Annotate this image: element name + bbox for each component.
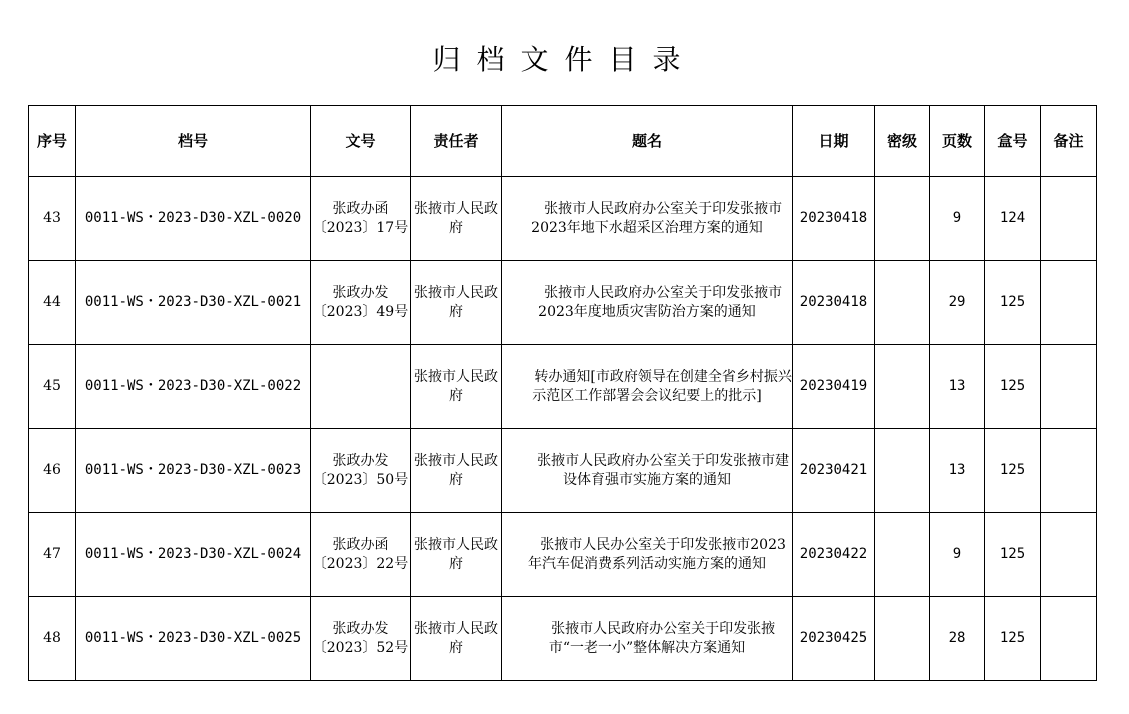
cell-date: 20230422 (793, 513, 875, 597)
header-seq: 序号 (29, 106, 76, 177)
cell-date: 20230418 (793, 177, 875, 261)
cell-seq: 47 (29, 513, 76, 597)
cell-date: 20230418 (793, 261, 875, 345)
cell-date: 20230421 (793, 429, 875, 513)
cell-seq: 43 (29, 177, 76, 261)
cell-subject: 张掖市人民政府办公室关于印发张掖市2023年度地质灾害防治方案的通知 (502, 261, 793, 345)
cell-security (875, 597, 930, 681)
cell-pages: 9 (930, 513, 985, 597)
cell-remarks (1041, 261, 1097, 345)
header-subject: 题名 (502, 106, 793, 177)
cell-archive-no: 0011-WS・2023-D30-XZL-0023 (76, 429, 311, 513)
cell-archive-no: 0011-WS・2023-D30-XZL-0025 (76, 597, 311, 681)
cell-box: 125 (985, 513, 1041, 597)
cell-seq: 46 (29, 429, 76, 513)
cell-pages: 29 (930, 261, 985, 345)
cell-doc-no: 张政办发〔2023〕52号 (311, 597, 411, 681)
header-pages: 页数 (930, 106, 985, 177)
cell-doc-no: 张政办发〔2023〕50号 (311, 429, 411, 513)
cell-date: 20230419 (793, 345, 875, 429)
table-header-row (29, 106, 1097, 177)
header-security: 密级 (875, 106, 930, 177)
cell-seq: 45 (29, 345, 76, 429)
cell-archive-no: 0011-WS・2023-D30-XZL-0022 (76, 345, 311, 429)
cell-doc-no: 张政办函〔2023〕22号 (311, 513, 411, 597)
table-row (29, 513, 1097, 597)
cell-security (875, 513, 930, 597)
cell-remarks (1041, 597, 1097, 681)
table-row (29, 597, 1097, 681)
table-row (29, 345, 1097, 429)
cell-subject: 张掖市人民办公室关于印发张掖市2023年汽车促消费系列活动实施方案的通知 (502, 513, 793, 597)
header-doc-no: 文号 (311, 106, 411, 177)
cell-security (875, 429, 930, 513)
header-remarks: 备注 (1041, 106, 1097, 177)
cell-box: 124 (985, 177, 1041, 261)
cell-subject: 转办通知[市政府领导在创建全省乡村振兴示范区工作部署会会议纪要上的批示] (502, 345, 793, 429)
cell-box: 125 (985, 429, 1041, 513)
cell-seq: 48 (29, 597, 76, 681)
cell-remarks (1041, 177, 1097, 261)
cell-remarks (1041, 345, 1097, 429)
cell-pages: 9 (930, 177, 985, 261)
cell-subject: 张掖市人民政府办公室关于印发张掖市2023年地下水超采区治理方案的通知 (502, 177, 793, 261)
cell-box: 125 (985, 261, 1041, 345)
cell-box: 125 (985, 597, 1041, 681)
cell-pages: 13 (930, 345, 985, 429)
header-responsible: 责任者 (411, 106, 502, 177)
cell-archive-no: 0011-WS・2023-D30-XZL-0024 (76, 513, 311, 597)
cell-pages: 13 (930, 429, 985, 513)
cell-box: 125 (985, 345, 1041, 429)
cell-archive-no: 0011-WS・2023-D30-XZL-0021 (76, 261, 311, 345)
header-date: 日期 (793, 106, 875, 177)
cell-security (875, 177, 930, 261)
archive-catalog-table (28, 105, 1097, 681)
table-row (29, 429, 1097, 513)
header-box: 盒号 (985, 106, 1041, 177)
cell-seq: 44 (29, 261, 76, 345)
cell-responsible: 张掖市人民政府 (411, 597, 502, 681)
cell-responsible: 张掖市人民政府 (411, 177, 502, 261)
cell-responsible: 张掖市人民政府 (411, 261, 502, 345)
page-title: 归档文件目录 (432, 43, 697, 76)
header-archive-no: 档号 (76, 106, 311, 177)
cell-doc-no: 张政办发〔2023〕49号 (311, 261, 411, 345)
cell-responsible: 张掖市人民政府 (411, 345, 502, 429)
cell-date: 20230425 (793, 597, 875, 681)
cell-subject: 张掖市人民政府办公室关于印发张掖市建设体育强市实施方案的通知 (502, 429, 793, 513)
cell-doc-no: 张政办函〔2023〕17号 (311, 177, 411, 261)
table-row (29, 177, 1097, 261)
cell-remarks (1041, 429, 1097, 513)
cell-subject: 张掖市人民政府办公室关于印发张掖市“一老一小”整体解决方案通知 (502, 597, 793, 681)
cell-doc-no (311, 345, 411, 429)
cell-remarks (1041, 513, 1097, 597)
cell-responsible: 张掖市人民政府 (411, 429, 502, 513)
cell-security (875, 345, 930, 429)
cell-security (875, 261, 930, 345)
cell-archive-no: 0011-WS・2023-D30-XZL-0020 (76, 177, 311, 261)
cell-pages: 28 (930, 597, 985, 681)
cell-responsible: 张掖市人民政府 (411, 513, 502, 597)
table-row (29, 261, 1097, 345)
